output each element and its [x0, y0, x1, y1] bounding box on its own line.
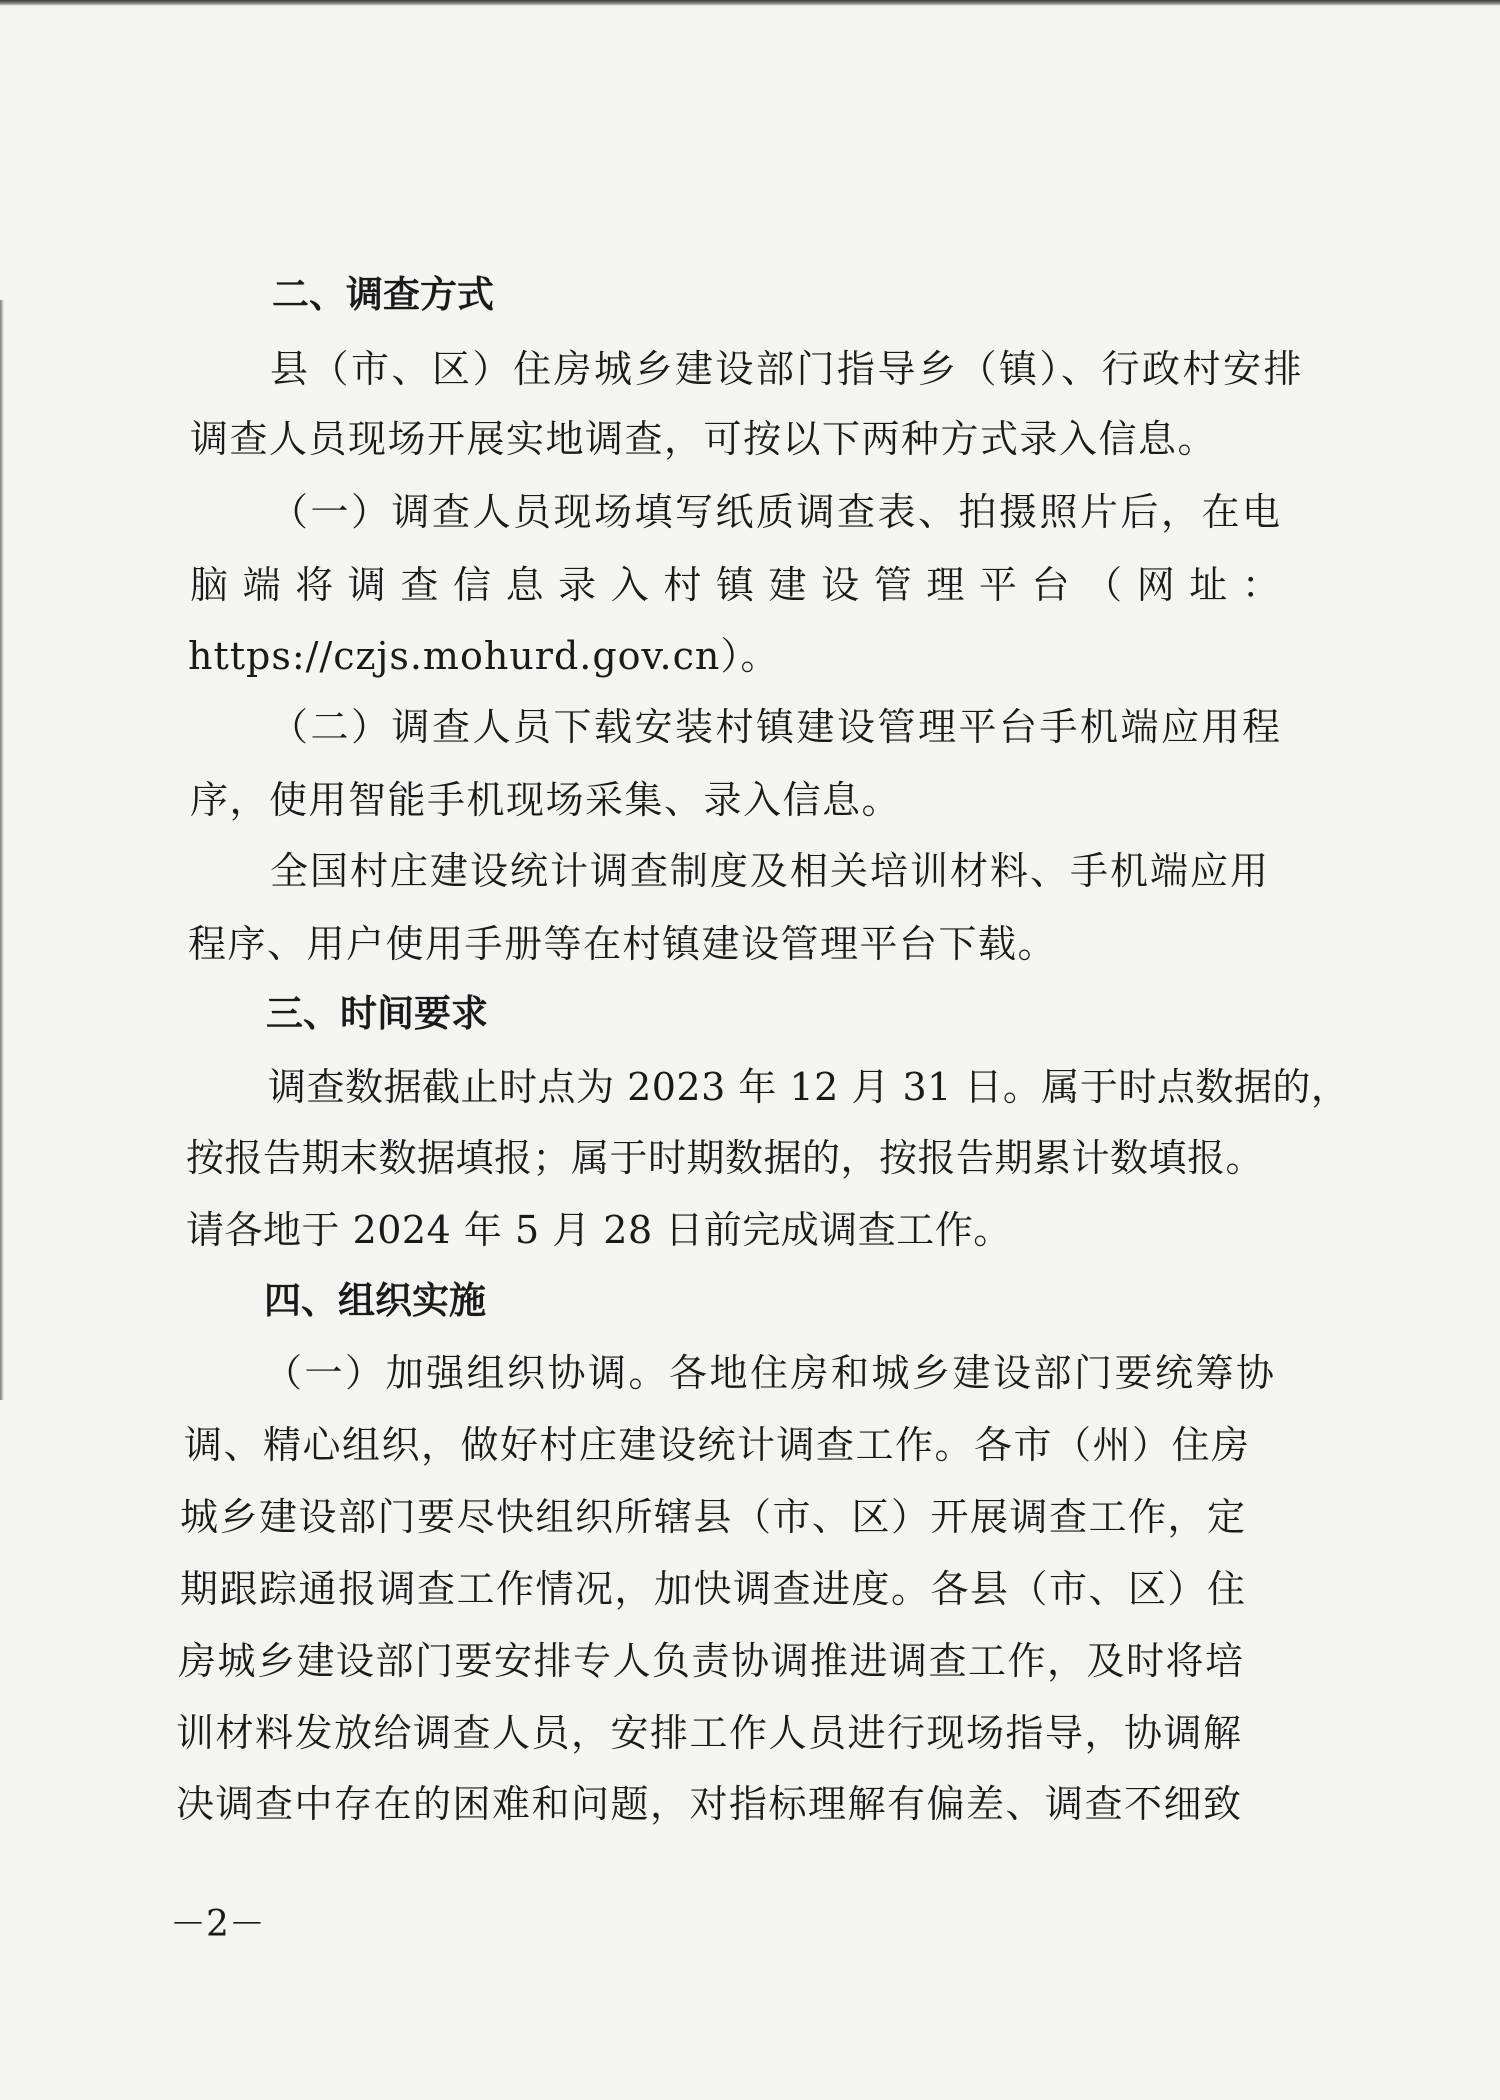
justified-char: 建: [768, 563, 807, 607]
justified-char: 查: [400, 563, 439, 607]
justified-char: （: [1084, 563, 1123, 607]
justified-char: 址: [1189, 563, 1228, 607]
paragraph-line: 县（市、区）住房城乡建设部门指导乡（镇）、行政村安排: [270, 347, 1305, 391]
paragraph-line: 调、精心组织，做好村庄建设统计调查工作。各市（州）住房: [184, 1423, 1251, 1467]
section-heading-survey-method: 二、调查方式: [272, 273, 494, 316]
paragraph-line: 城乡建设部门要尽快组织所辖县（市、区）开展调查工作，定: [180, 1495, 1247, 1539]
justified-char: 镇: [715, 563, 754, 607]
justified-char: 端: [242, 563, 281, 607]
paragraph-line: 决调查中存在的困难和问题，对指标理解有偏差、调查不细致: [176, 1782, 1243, 1826]
paragraph-line: （二）调查人员下载安装村镇建设管理平台手机端应用程: [270, 705, 1283, 749]
section-heading-organization: 四、组织实施: [264, 1279, 486, 1322]
justified-char: 入: [610, 563, 649, 607]
justified-char: 设: [821, 563, 860, 607]
paragraph-line: 训材料发放给调查人员，安排工作人员进行现场指导，协调解: [176, 1711, 1243, 1755]
page-number: －2－: [170, 1904, 265, 1945]
justified-char: 平: [978, 563, 1017, 607]
justified-char: 将: [295, 563, 334, 607]
justified-char: ：: [1241, 563, 1280, 607]
justified-char: 录: [558, 563, 597, 607]
justified-char: 信: [452, 563, 491, 607]
paragraph-line: 调查人员现场开展实地调查，可按以下两种方式录入信息。: [190, 417, 1218, 461]
section-heading-time-requirements: 三、时间要求: [266, 992, 488, 1035]
paragraph-line: 序，使用智能手机现场采集、录入信息。: [190, 778, 902, 822]
paragraph-line: （一）加强组织协调。各地住房和城乡建设部门要统筹协: [264, 1351, 1277, 1395]
justified-char: 网: [1136, 563, 1175, 607]
paragraph-line: 全国村庄建设统计调查制度及相关培训材料、手机端应用: [270, 849, 1271, 893]
justified-char: 台: [1031, 563, 1070, 607]
justified-char: 管: [873, 563, 912, 607]
paragraph-line: （一）调查人员现场填写纸质调查表、拍摄照片后，在电: [270, 490, 1283, 534]
justified-char: 调: [347, 563, 386, 607]
paragraph-line: 调查数据截止时点为 2023 年 12 月 31 日。属于时点数据的，: [268, 1065, 1350, 1109]
justified-char: 理: [926, 563, 965, 607]
paragraph-line: 按报告期末数据填报；属于时期数据的，按报告期累计数填报。: [186, 1136, 1265, 1180]
url-line: https://czjs.mohurd.gov.cn）。: [188, 634, 780, 678]
justified-char: 村: [663, 563, 702, 607]
paragraph-line: 请各地于 2024 年 5 月 28 日前完成调查工作。: [186, 1208, 1012, 1252]
justified-char: 息: [505, 563, 544, 607]
paragraph-line: 程序、用户使用手册等在村镇建设管理平台下载。: [188, 922, 1058, 966]
justified-char: 脑: [190, 563, 229, 607]
paragraph-line-justified: [190, 565, 1280, 605]
paragraph-line: 期跟踪通报调查工作情况，加快调查进度。各县（市、区）住: [180, 1567, 1247, 1611]
paragraph-line: 房城乡建设部门要安排专人负责协调推进调查工作，及时将培: [178, 1639, 1245, 1683]
